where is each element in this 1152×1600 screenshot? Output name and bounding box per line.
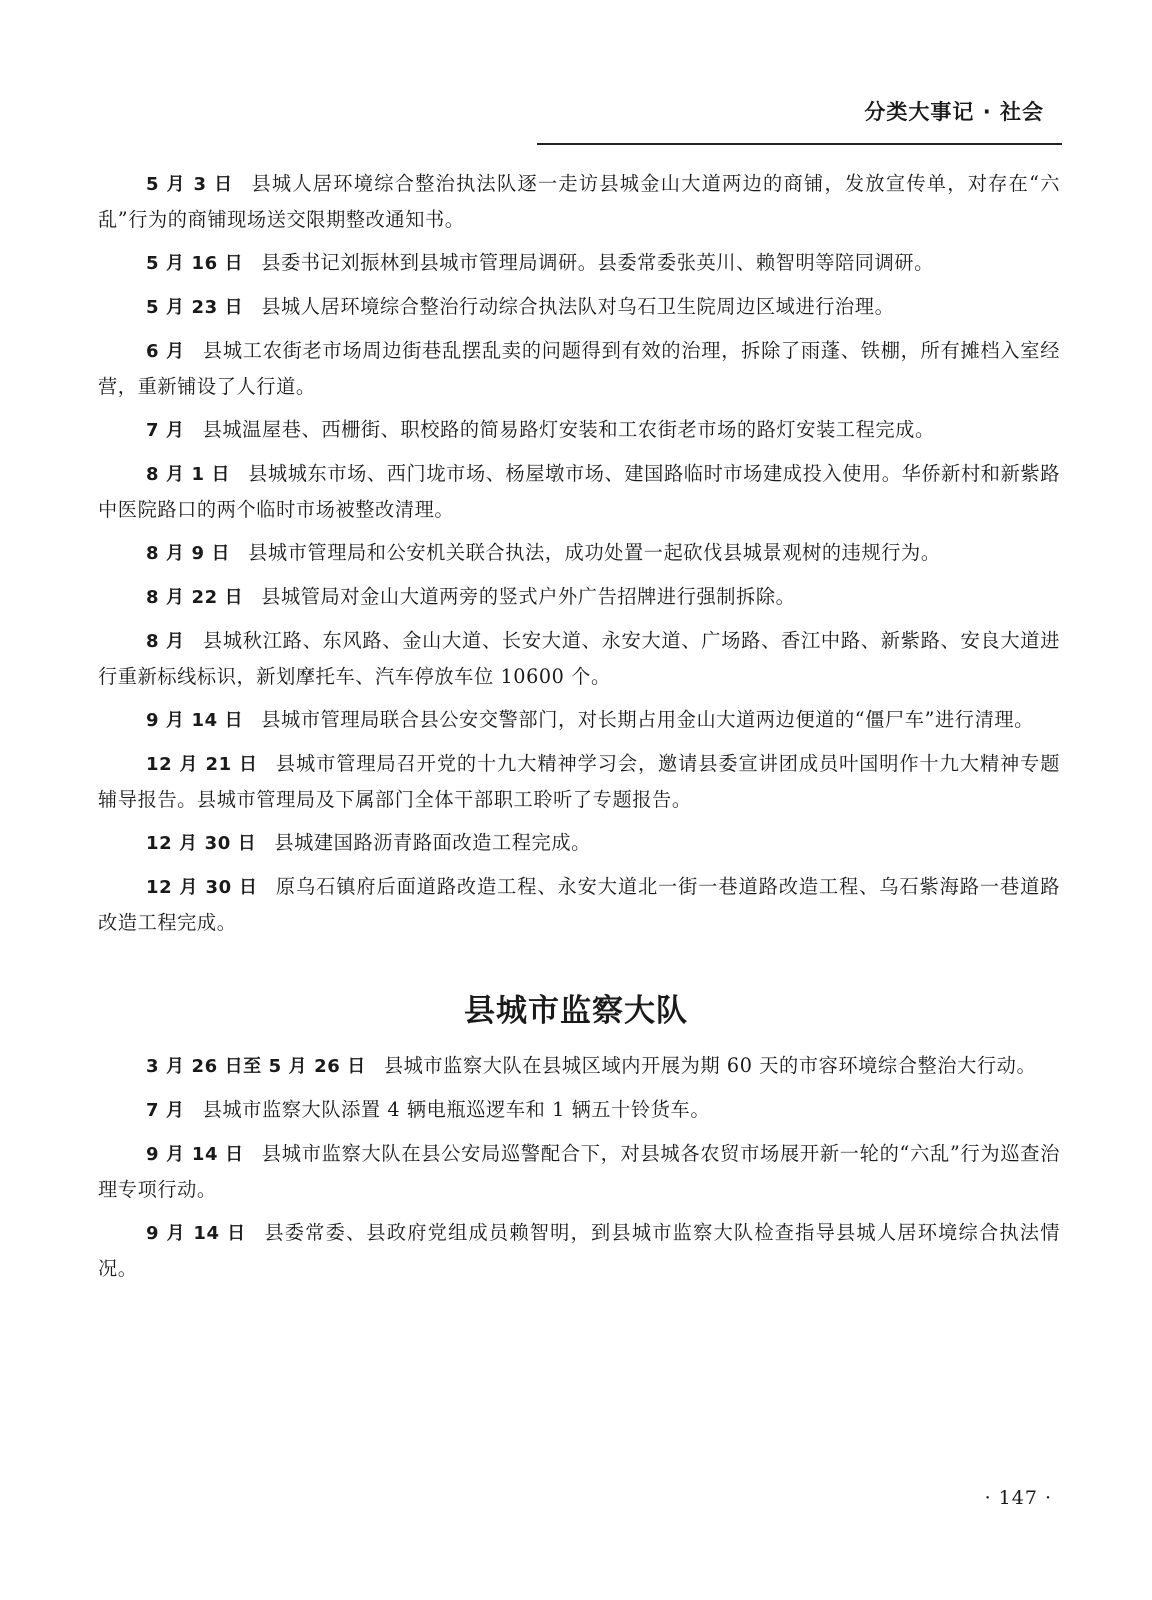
event-text: 县城市管理局召开党的十九大精神学习会，邀请县委宣讲团成员叶国明作十九大精神专题辅导报告。县城市管理局及下属部门全体干部职工聆听了专题报告。 <box>98 752 1060 811</box>
event-date: 5 月 3 日 <box>146 174 234 195</box>
event-text: 县城人居环境综合整治行动综合执法队对乌石卫生院周边区域进行治理。 <box>261 295 895 318</box>
event-entry <box>98 456 1060 527</box>
event-text: 县城市管理局和公安机关联合执法，成功处置一起砍伐县城景观树的违规行为。 <box>248 541 941 564</box>
event-text: 县城市监察大队在县公安局巡警配合下，对县城各农贸市场展开新一轮的“六乱”行为巡查治理专项行动。 <box>98 1142 1060 1201</box>
event-date: 12 月 30 日 <box>146 833 257 854</box>
event-date: 5 月 23 日 <box>146 297 244 318</box>
event-text: 县城工农街老市场周边街巷乱摆乱卖的问题得到有效的治理，拆除了雨蓬、铁棚，所有摊档入室经营，重新铺设了人行道。 <box>98 339 1060 398</box>
event-date: 8 月 9 日 <box>146 543 231 564</box>
event-text: 县委书记刘振林到县城市管理局调研。县委常委张英川、赖智明等陪同调研。 <box>261 251 934 274</box>
page-number: · 147 · <box>984 1487 1052 1509</box>
event-entry <box>98 746 1060 817</box>
running-header: 分类大事记 · 社会 <box>864 100 1044 124</box>
event-text: 县城秋江路、东风路、金山大道、长安大道、永安大道、广场路、香江中路、新紫路、安良大道进行重新标线标识，新划摩托车、汽车停放车位 10600 个。 <box>98 629 1060 688</box>
event-entry <box>98 535 1060 571</box>
event-text: 原乌石镇府后面道路改造工程、永安大道北一街一巷道路改造工程、乌石紫海路一巷道路改造工程完成。 <box>98 875 1060 934</box>
section-1-entries <box>98 166 1060 948</box>
header-rule <box>537 143 1062 145</box>
event-date: 5 月 16 日 <box>146 253 244 274</box>
event-date: 8 月 22 日 <box>146 587 244 608</box>
event-entry <box>98 579 1060 615</box>
event-date: 9 月 14 日 <box>146 1144 244 1165</box>
event-text: 县城城东市场、西门垅市场、杨屋墩市场、建国路临时市场建成投入使用。华侨新村和新紫路中医院路口的两个临时市场被整改清理。 <box>98 462 1060 521</box>
section-2-entries <box>98 1048 1060 1294</box>
event-entry <box>98 1048 1060 1084</box>
event-entry <box>98 1092 1060 1128</box>
event-date: 8 月 <box>146 631 185 652</box>
event-date: 9 月 14 日 <box>146 1223 247 1244</box>
event-date: 9 月 14 日 <box>146 710 244 731</box>
event-entry <box>98 623 1060 694</box>
event-text: 县城人居环境综合整治执法队逐一走访县城金山大道两边的商铺，发放宣传单，对存在“六乱”行为的商铺现场送交限期整改通知书。 <box>98 172 1060 231</box>
event-entry <box>98 1215 1060 1286</box>
event-date: 6 月 <box>146 341 185 362</box>
event-entry <box>98 289 1060 325</box>
event-entry <box>98 869 1060 940</box>
event-date: 12 月 30 日 <box>146 877 258 898</box>
event-date: 7 月 <box>146 420 185 441</box>
event-text: 县委常委、县政府党组成员赖智明，到县城市监察大队检查指导县城人居环境综合执法情况。 <box>98 1221 1060 1280</box>
event-text: 县城建国路沥青路面改造工程完成。 <box>274 831 591 854</box>
event-entry <box>98 412 1060 448</box>
event-date: 7 月 <box>146 1100 185 1121</box>
event-text: 县城市监察大队添置 4 辆电瓶巡逻车和 1 辆五十铃货车。 <box>202 1098 711 1121</box>
event-entry <box>98 333 1060 404</box>
section-title: 县城市监察大队 <box>464 993 688 1029</box>
event-date: 3 月 26 日至 5 月 26 日 <box>146 1056 366 1077</box>
event-text: 县城管局对金山大道两旁的竖式户外广告招牌进行强制拆除。 <box>261 585 796 608</box>
event-entry <box>98 825 1060 861</box>
event-entry <box>98 702 1060 738</box>
event-text: 县城市管理局联合县公安交警部门，对长期占用金山大道两边便道的“僵尸车”进行清理。 <box>261 708 1034 731</box>
event-text: 县城温屋巷、西栅街、职校路的简易路灯安装和工农街老市场的路灯安装工程完成。 <box>202 418 935 441</box>
event-date: 8 月 1 日 <box>146 464 231 485</box>
event-entry <box>98 245 1060 281</box>
event-entry <box>98 1136 1060 1207</box>
event-date: 12 月 21 日 <box>146 754 258 775</box>
event-entry <box>98 166 1060 237</box>
event-text: 县城市监察大队在县城区域内开展为期 60 天的市容环境综合整治大行动。 <box>383 1054 1037 1077</box>
